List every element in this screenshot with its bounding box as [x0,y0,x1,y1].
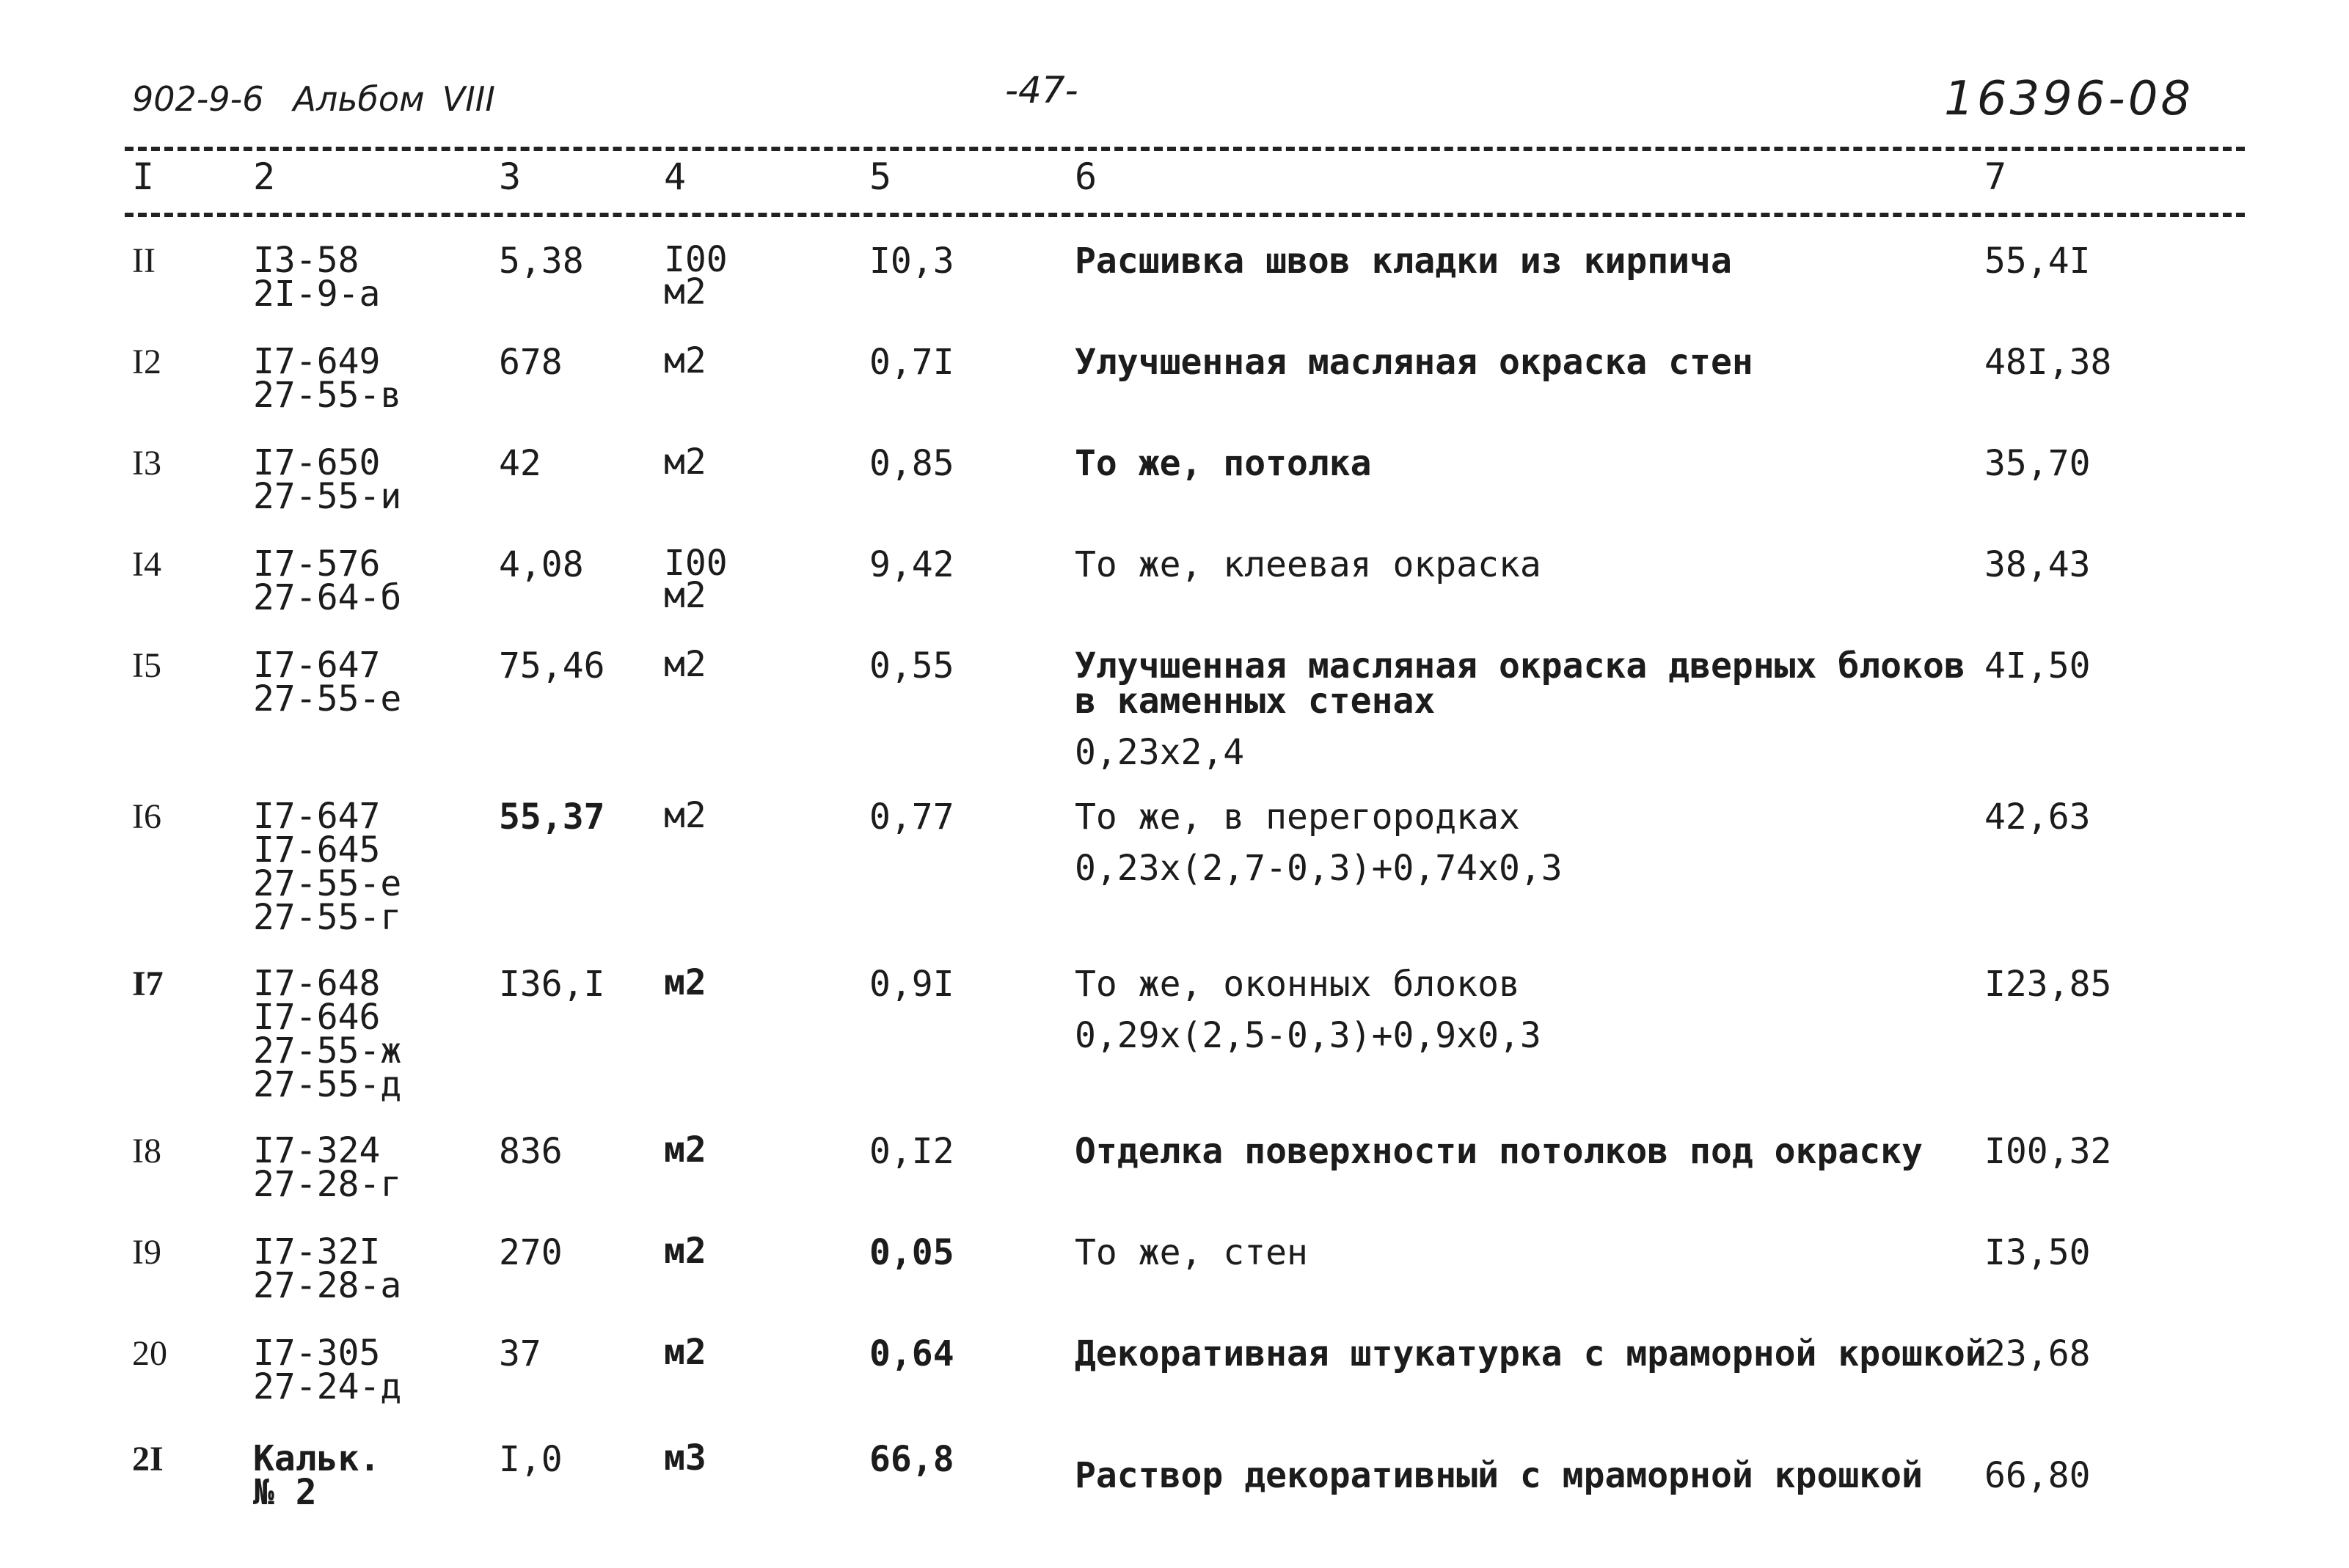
work-description [1075,544,1977,585]
quantity: 678 [499,342,563,383]
quantity: I36,I [499,964,605,1005]
row-number: II [132,241,156,280]
column-header-6: 6 [1075,155,1097,198]
quantity: 55,37 [499,796,605,838]
row-number: I4 [132,545,161,584]
album-label: Альбом [293,79,425,119]
quantity: 836 [499,1131,563,1172]
row-number: I7 [132,964,164,1003]
row-number: I9 [132,1233,161,1272]
norm-codes: I7-650 27-55-и [253,442,402,517]
row-number: 20 [132,1334,167,1373]
column-header-5: 5 [869,155,892,198]
row-number: 2I [132,1440,164,1479]
work-description [1075,443,1977,484]
work-description [1075,1333,1987,1374]
total-cost: 4I,50 [1984,645,2091,686]
description-text: То же, клеевая окраска [1075,544,1541,585]
unit: м2 [664,442,706,483]
norm-codes: I3-58 2I-9-а [253,240,381,315]
column-header-7: 7 [1984,155,2007,198]
unit-price: 0,9I [869,964,954,1005]
quantity: 42 [499,443,541,484]
work-description [1075,241,1977,282]
work-description [1075,1131,1977,1172]
page-number: -47- [1005,69,1078,111]
norm-codes: I7-324 27-28-г [253,1130,402,1205]
header-rule-top [125,147,2245,151]
work-description [1075,1455,1977,1496]
unit: м2 [664,1332,706,1373]
description-text: То же, стен [1075,1232,1308,1273]
total-cost: 35,70 [1984,443,2091,484]
album-volume: VIII [442,79,495,119]
quantity: 75,46 [499,645,605,686]
work-description [1075,342,1977,383]
work-description [1075,796,1977,889]
row-number: I3 [132,444,161,483]
quantity: 4,08 [499,544,584,585]
calc-formula: 0,23х2,4 [1075,732,1245,773]
calc-formula: 0,29х(2,5-0,3)+0,9х0,3 [1075,1015,1541,1056]
norm-codes: I7-32I 27-28-а [253,1231,402,1306]
row-number: I2 [132,342,161,381]
work-description [1075,964,1977,1056]
column-header-4: 4 [664,155,687,198]
column-header-2: 2 [253,155,276,198]
total-cost: I3,50 [1984,1232,2091,1273]
doc-series [132,79,495,119]
unit-price: 0,I2 [869,1131,954,1172]
unit: м2 [664,644,706,685]
total-cost: I00,32 [1984,1131,2112,1172]
column-header-1: I [132,155,155,198]
description-text: Расшивка швов кладки из кирпича [1075,241,1732,282]
unit-price: 0,77 [869,796,954,838]
work-description [1075,645,1977,773]
unit: м2 [664,795,706,836]
unit-price: I0,3 [869,241,954,282]
unit-price: 0,05 [869,1232,954,1273]
unit: м3 [664,1437,706,1479]
description-text: Декоративная штукатурка с мраморной крошкой [1075,1333,1987,1374]
unit: м2 [664,340,706,381]
norm-codes: I7-647 I7-645 27-55-е 27-55-г [253,796,402,938]
document-number: 16396-08 [1944,72,2194,126]
description-text: То же, потолка [1075,443,1372,484]
unit: м2 [664,1129,706,1170]
unit-price: 0,85 [869,443,954,484]
quantity: 270 [499,1232,563,1273]
norm-codes: I7-649 27-55-в [253,341,402,416]
unit-price: 0,64 [869,1333,954,1374]
unit-price: 9,42 [869,544,954,585]
unit: I00 м2 [664,543,728,616]
norm-codes: I7-305 27-24-д [253,1333,402,1407]
row-number: I6 [132,797,161,836]
quantity: 37 [499,1333,541,1374]
unit-price: 0,7I [869,342,954,383]
row-number: I5 [132,646,161,685]
norm-codes: I7-647 27-55-е [253,645,402,719]
norm-codes: I7-648 I7-646 27-55-ж 27-55-д [253,963,402,1105]
quantity: I,0 [499,1439,563,1480]
description-text: Отделка поверхности потолков под окраску [1075,1131,1923,1172]
norm-codes: Кальк. № 2 [253,1438,381,1513]
description-text: То же, оконных блоков [1075,964,1520,1005]
header-rule-bottom [125,213,2245,217]
unit-price: 0,55 [869,645,954,686]
total-cost: 55,4I [1984,241,2091,282]
description-text: Улучшенная масляная окраска дверных блоков в каменных стенах [1075,645,1965,722]
unit: I00 м2 [664,239,728,312]
work-description [1075,1232,1977,1273]
description-text: Раствор декоративный с мраморной крошкой [1075,1455,1923,1496]
unit: м2 [664,1231,706,1272]
total-cost: 38,43 [1984,544,2091,585]
unit-price: 66,8 [869,1439,954,1480]
total-cost: 23,68 [1984,1333,2091,1374]
norm-codes: I7-576 27-64-б [253,543,402,618]
total-cost: 42,63 [1984,796,2091,838]
total-cost: 48I,38 [1984,342,2112,383]
total-cost: 66,80 [1984,1455,2091,1496]
calc-formula: 0,23х(2,7-0,3)+0,74х0,3 [1075,848,1563,889]
unit: м2 [664,962,706,1003]
total-cost: I23,85 [1984,964,2112,1005]
quantity: 5,38 [499,241,584,282]
column-header-3: 3 [499,155,522,198]
row-number: I8 [132,1132,161,1170]
series-code: 902-9-6 [132,79,264,119]
description-text: Улучшенная масляная окраска стен [1075,342,1753,383]
description-text: То же, в перегородках [1075,796,1520,838]
